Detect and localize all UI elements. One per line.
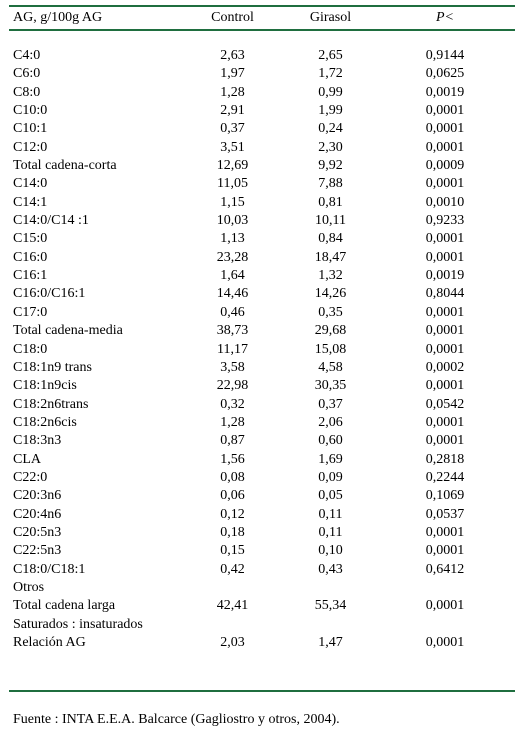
row-label: C16:1	[13, 268, 48, 284]
girasol-value: 29,68	[314, 323, 347, 339]
table-row	[0, 506, 525, 524]
girasol-value: 0,11	[318, 506, 343, 522]
table-row	[0, 194, 525, 212]
girasol-value: 2,30	[318, 139, 343, 155]
row-label: C14:0	[13, 176, 48, 192]
girasol-value: 1,72	[318, 66, 343, 82]
control-value: 2,03	[220, 635, 245, 650]
p-value: 0,0001	[425, 231, 465, 247]
row-label: C14:0/C14 :1	[13, 213, 89, 229]
header-ag: AG, g/100g AG	[13, 10, 103, 25]
control-value: 3,58	[220, 359, 245, 375]
row-label: C14:1	[13, 194, 48, 210]
row-label: C18:1n9 trans	[13, 359, 92, 375]
girasol-value: 0,84	[318, 231, 343, 247]
control-value: 42,41	[216, 598, 249, 614]
row-label: Total cadena-media	[13, 323, 123, 339]
p-value: 0,0625	[425, 66, 465, 82]
control-value: 0,46	[220, 304, 245, 320]
control-value: 38,73	[216, 323, 249, 339]
table-row	[0, 597, 525, 615]
p-value: 0,0001	[425, 378, 465, 394]
row-label: CLA	[13, 451, 41, 467]
row-label: C16:0	[13, 249, 48, 265]
row-label: C22:0	[13, 469, 48, 485]
girasol-value: 0,60	[318, 433, 343, 449]
header-p: P<	[436, 10, 454, 25]
girasol-value: 14,26	[314, 286, 347, 302]
row-label: C12:0	[13, 139, 48, 155]
control-value: 14,46	[216, 286, 249, 302]
control-value: 12,69	[216, 158, 249, 174]
p-value: 0,0002	[425, 359, 465, 375]
source-note: Fuente : INTA E.E.A. Balcarce (Gagliostro y otros, 2004).	[13, 712, 340, 727]
row-label: C18:0	[13, 341, 48, 357]
row-label: C17:0	[13, 304, 48, 320]
row-label: C16:0/C16:1	[13, 286, 86, 302]
girasol-value: 1,47	[318, 635, 343, 650]
row-label: C18:1n9cis	[13, 378, 77, 394]
table-row	[0, 175, 525, 193]
control-value: 11,05	[217, 176, 248, 192]
bottom-rule	[9, 690, 515, 692]
girasol-value: 4,58	[318, 359, 343, 375]
table-row	[0, 432, 525, 450]
girasol-value: 2,65	[318, 48, 343, 63]
p-value: 0,0019	[425, 268, 465, 284]
control-value: 0,32	[220, 396, 245, 412]
control-value: 0,08	[220, 469, 245, 485]
row-label: C22:5n3	[13, 543, 62, 559]
table-row	[0, 285, 525, 303]
row-label: C8:0	[13, 84, 41, 100]
row-label: C10:0	[13, 103, 48, 119]
p-value: 0,1069	[425, 488, 465, 504]
top-rule	[9, 5, 515, 7]
control-value: 0,37	[220, 121, 245, 137]
girasol-value: 2,06	[318, 414, 343, 430]
p-value: 0,0001	[425, 304, 465, 320]
girasol-value: 0,35	[318, 304, 343, 320]
p-value: 0,0019	[425, 84, 465, 100]
girasol-value: 18,47	[314, 249, 347, 265]
p-value: 0,0001	[425, 139, 465, 155]
p-value: 0,9144	[425, 48, 465, 63]
p-value: 0,0542	[425, 396, 465, 412]
p-value: 0,0001	[425, 103, 465, 119]
table-row	[0, 212, 525, 230]
p-value: 0,0001	[425, 433, 465, 449]
row-label: C15:0	[13, 231, 48, 247]
control-value: 0,15	[220, 543, 245, 559]
girasol-value: 0,11	[318, 524, 343, 540]
table-row	[0, 616, 525, 634]
table-row	[0, 267, 525, 285]
row-label: C4:0	[13, 48, 41, 63]
girasol-value: 0,24	[318, 121, 343, 137]
row-label: Total cadena larga	[13, 598, 116, 614]
control-value: 11,17	[217, 341, 248, 357]
p-value: 0,0010	[425, 194, 465, 210]
p-value: 0,0001	[425, 121, 465, 137]
table-row	[0, 634, 525, 652]
table-row	[0, 47, 525, 65]
row-label: C20:5n3	[13, 524, 62, 540]
girasol-value: 1,32	[318, 268, 343, 284]
girasol-value: 55,34	[314, 598, 347, 614]
table-row	[0, 65, 525, 83]
p-value: 0,0001	[425, 176, 465, 192]
girasol-value: 10,11	[315, 213, 346, 229]
row-label: Otros	[13, 579, 45, 595]
header-rule	[9, 29, 515, 31]
row-label: C18:3n3	[13, 433, 62, 449]
table-row	[0, 561, 525, 579]
row-label: C18:2n6cis	[13, 414, 77, 430]
row-label: Saturados : insaturados	[13, 616, 143, 632]
control-value: 10,03	[216, 213, 249, 229]
row-label: C18:0/C18:1	[13, 561, 86, 577]
row-label: C10:1	[13, 121, 48, 137]
control-value: 22,98	[216, 378, 249, 394]
header-control: Control	[211, 10, 254, 25]
p-value: 0,0009	[425, 158, 465, 174]
table-row	[0, 377, 525, 395]
p-value: 0,0001	[425, 598, 465, 614]
table-row	[0, 139, 525, 157]
p-value: 0,6412	[425, 561, 465, 577]
girasol-value: 0,10	[318, 543, 343, 559]
control-value: 0,06	[220, 488, 245, 504]
control-value: 0,87	[220, 433, 245, 449]
girasol-value: 1,69	[318, 451, 343, 467]
girasol-value: 0,43	[318, 561, 343, 577]
table-row	[0, 396, 525, 414]
table-row	[0, 542, 525, 560]
girasol-value: 15,08	[314, 341, 347, 357]
girasol-value: 1,99	[318, 103, 343, 119]
table-row	[0, 230, 525, 248]
table-row	[0, 487, 525, 505]
p-value: 0,0001	[425, 249, 465, 265]
table-row	[0, 579, 525, 597]
p-value: 0,2244	[425, 469, 465, 485]
table-row	[0, 322, 525, 340]
control-value: 0,12	[220, 506, 245, 522]
control-value: 2,63	[220, 48, 245, 63]
control-value: 1,97	[220, 66, 245, 82]
table-row	[0, 341, 525, 359]
table-row	[0, 414, 525, 432]
table-row	[0, 84, 525, 102]
control-value: 1,64	[220, 268, 245, 284]
control-value: 23,28	[216, 249, 249, 265]
control-value: 1,56	[220, 451, 245, 467]
control-value: 1,15	[220, 194, 245, 210]
girasol-value: 7,88	[318, 176, 343, 192]
table-row	[0, 469, 525, 487]
table-header	[0, 10, 525, 28]
control-value: 1,28	[220, 414, 245, 430]
row-label: C6:0	[13, 66, 41, 82]
table-row	[0, 249, 525, 267]
p-value: 0,0537	[425, 506, 465, 522]
girasol-value: 0,99	[318, 84, 343, 100]
control-value: 2,91	[220, 103, 245, 119]
table-row	[0, 157, 525, 175]
p-value: 0,8044	[425, 286, 465, 302]
control-value: 1,13	[220, 231, 245, 247]
row-label: Total cadena-corta	[13, 158, 117, 174]
control-value: 0,18	[220, 524, 245, 540]
p-value: 0,9233	[425, 213, 465, 229]
header-girasol: Girasol	[309, 10, 352, 25]
p-value: 0,0001	[425, 524, 465, 540]
p-value: 0,2818	[425, 451, 465, 467]
p-value: 0,0001	[425, 323, 465, 339]
control-value: 3,51	[220, 139, 245, 155]
row-label: C20:4n6	[13, 506, 62, 522]
table-row	[0, 524, 525, 542]
girasol-value: 9,92	[318, 158, 343, 174]
girasol-value: 0,81	[318, 194, 343, 210]
table-body	[0, 47, 525, 652]
girasol-value: 0,05	[318, 488, 343, 504]
row-label: C18:2n6trans	[13, 396, 89, 412]
control-value: 0,42	[220, 561, 245, 577]
control-value: 1,28	[220, 84, 245, 100]
table-row	[0, 359, 525, 377]
p-value: 0,0001	[425, 414, 465, 430]
table-row	[0, 120, 525, 138]
p-value: 0,0001	[425, 543, 465, 559]
girasol-value: 30,35	[314, 378, 347, 394]
table-row	[0, 451, 525, 469]
girasol-value: 0,09	[318, 469, 343, 485]
row-label: Relación AG	[13, 635, 86, 650]
p-value: 0,0001	[425, 635, 465, 650]
table-row	[0, 102, 525, 120]
p-value: 0,0001	[425, 341, 465, 357]
table-row	[0, 304, 525, 322]
girasol-value: 0,37	[318, 396, 343, 412]
row-label: C20:3n6	[13, 488, 62, 504]
